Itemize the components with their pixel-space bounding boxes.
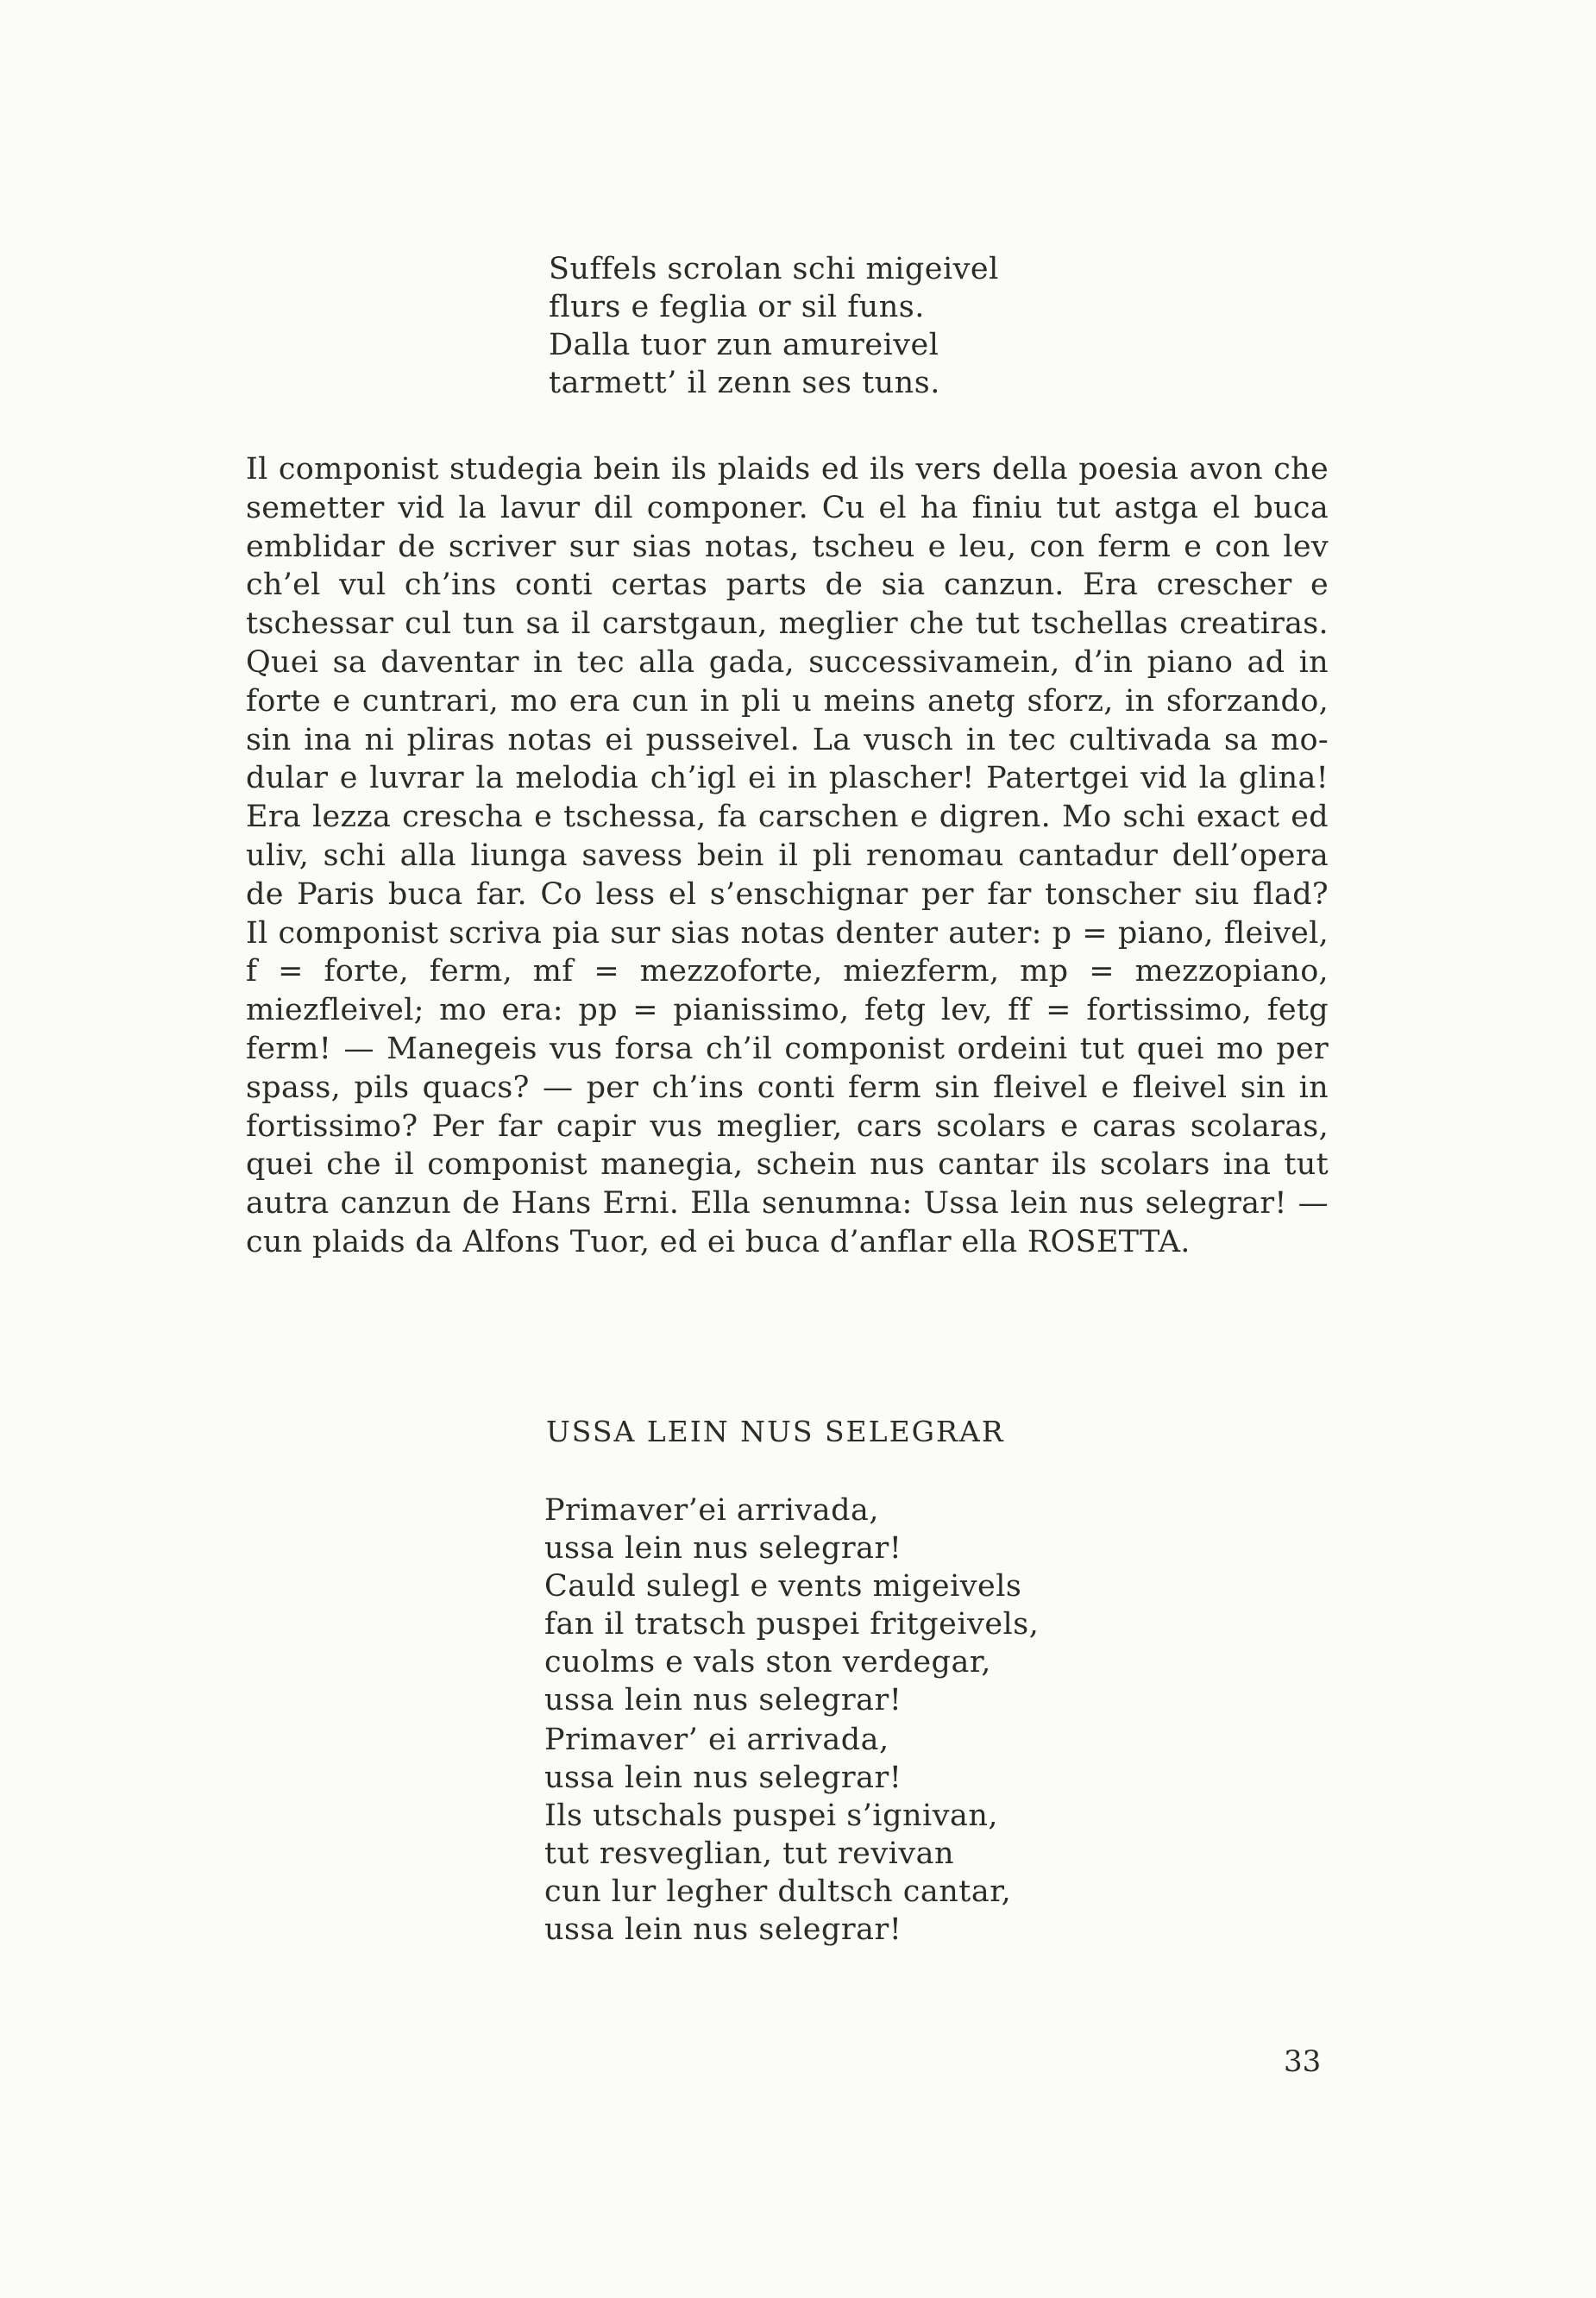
song-line: cuolms e vals ston verdegar, [544, 1645, 991, 1680]
paragraph-line: quei che il componist manegia, schein nus cantar ils scolars ina tut [246, 1147, 1329, 1183]
paragraph-line: Il componist studegia bein ils plaids ed ils vers della poesia avon che [246, 452, 1329, 487]
paragraph-line: ferm! — Manegeis vus forsa ch’il componist ordeini tut quei mo per [246, 1031, 1329, 1066]
song-line: cun lur legher dultsch cantar, [544, 1874, 1012, 1909]
poem-line: Suffels scrolan schi migeivel [549, 252, 999, 286]
poem-stanza-top [549, 250, 999, 402]
paragraph-line: miezfleivel; mo era: pp = pianissimo, fetg lev, ff = fortissimo, fetg [246, 993, 1329, 1028]
paragraph-line: forte e cuntrari, mo era cun in pli u meins anetg sforz, in sforzando, [246, 683, 1329, 719]
paragraph-line: spass, pils quacs? — per ch’ins conti ferm sin fleivel e fleivel sin in [246, 1070, 1329, 1105]
page-number: 33 [1284, 2044, 1322, 2079]
song-stanza-1 [544, 1491, 1039, 1719]
song-line: tut resveglian, tut revivan [544, 1837, 955, 1871]
paragraph-line: de Paris buca far. Co less el s’enschignar per far tonscher siu flad? [246, 876, 1329, 912]
paragraph-line: autra canzun de Hans Erni. Ella senumna: Ussa lein nus selegrar! — [246, 1186, 1329, 1221]
poem-line: flurs e feglia or sil funs. [549, 290, 925, 324]
paragraph-line: Il componist scriva pia sur sias notas denter auter: p = piano, fleivel, [246, 915, 1329, 951]
paragraph-line: ch’el vul ch’ins conti certas parts de sia canzun. Era crescher e [246, 568, 1329, 603]
song-line: ussa lein nus selegrar! [544, 1761, 902, 1795]
paragraph-line: dular e luvrar la melodia ch’igl ei in plascher! Patertgei vid la glina! [246, 761, 1329, 796]
song-stanza-2 [544, 1721, 1011, 1949]
paragraph-line: fortissimo? Per far capir vus meglier, cars scolars e caras scolaras, [246, 1108, 1329, 1144]
poem-line: Dalla tuor zun amureivel [549, 328, 939, 362]
paragraph-line: sin ina ni pliras notas ei pusseivel. La vusch in tec cultivada sa mo- [246, 722, 1329, 757]
poem-line: tarmett’ il zenn ses tuns. [549, 366, 940, 400]
song-line: ussa lein nus selegrar! [544, 1531, 902, 1566]
paragraph-line: uliv, schi alla liunga savess bein il pli renomau cantadur dell’opera [246, 838, 1329, 873]
song-line: Ils utschals puspei s’ignivan, [544, 1799, 999, 1833]
paragraph-line: emblidar de scriver sur sias notas, tscheu e leu, con ferm e con lev [246, 529, 1329, 564]
body-paragraph [246, 450, 1329, 1262]
song-line: Cauld sulegl e vents migeivels [544, 1569, 1022, 1604]
song-line: ussa lein nus selegrar! [544, 1912, 902, 1947]
paragraph-line: f = forte, ferm, mf = mezzoforte, miezferm, mp = mezzopiano, [246, 954, 1329, 989]
paragraph-line: Era lezza crescha e tschessa, fa carschen e digren. Mo schi exact ed [246, 800, 1329, 835]
song-line: Primaver’ ei arrivada, [544, 1723, 889, 1757]
paragraph-line: semetter vid la lavur dil componer. Cu el ha finiu tut astga el buca [246, 490, 1329, 525]
song-line: fan il tratsch puspei fritgeivels, [544, 1607, 1040, 1642]
paragraph-line: cun plaids da Alfons Tuor, ed ei buca d’anflar ella ROSETTA. [246, 1224, 1191, 1259]
paragraph-line: Quei sa daventar in tec alla gada, successivamein, d’in piano ad in [246, 644, 1329, 680]
song-line: ussa lein nus selegrar! [544, 1683, 902, 1717]
song-line: Primaver’ei arrivada, [544, 1493, 879, 1528]
song-title: USSA LEIN NUS SELEGRAR [546, 1415, 1005, 1448]
paragraph-line: tschessar cul tun sa il carstgaun, meglier che tut tschellas creatiras. [246, 606, 1329, 642]
